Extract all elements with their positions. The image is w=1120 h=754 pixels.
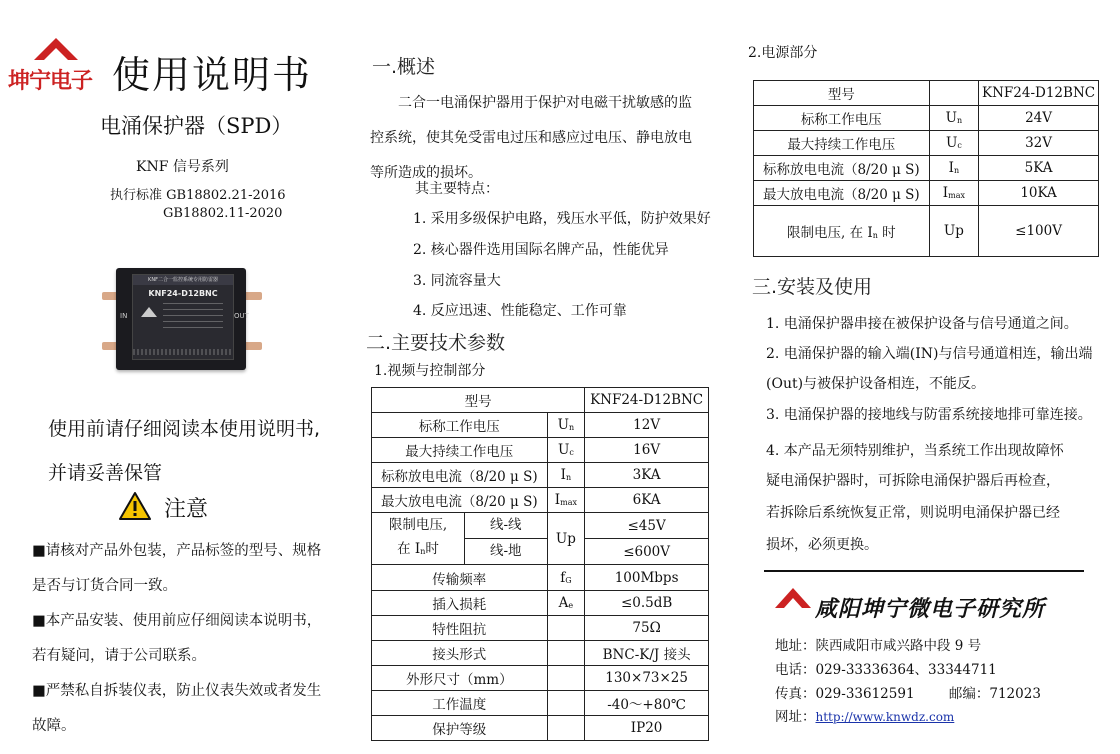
feature-item: 3. 同流容量大 xyxy=(413,273,501,289)
param-symbol: Up xyxy=(547,513,585,565)
table-row xyxy=(372,565,709,590)
limit-label-line-2: 在 $I_n$时 xyxy=(397,541,439,558)
section-specs-title: 二.主要技术参数 xyxy=(366,332,506,354)
param-value: -40～+80℃ xyxy=(585,690,709,715)
logo-text: 坤宁电子 xyxy=(8,69,93,94)
company-website: 网址：http://www.knwdz.com xyxy=(775,709,955,725)
table-header-model: KNF24-D12BNC xyxy=(585,388,709,413)
product-label-top: KNF二合一监控系统专用防雷器 xyxy=(133,275,233,285)
section-install-title: 三.安装及使用 xyxy=(752,276,873,298)
param-value: 5KA xyxy=(979,156,1099,181)
table-row xyxy=(372,590,709,615)
param-label: 最大持续工作电压 xyxy=(754,131,930,156)
param-symbol: $I_{max}$ xyxy=(547,488,585,513)
install-item: 2. 电涌保护器的输入端(IN)与信号通道相连，输出端(Out)与被保护设备相连，不能反。 xyxy=(766,346,1093,392)
section-overview-title: 一.概述 xyxy=(372,56,436,78)
param-label: 外形尺寸（mm） xyxy=(372,665,548,690)
param-value: 32V xyxy=(979,131,1099,156)
param-value: 6KA xyxy=(585,488,709,513)
company-logo xyxy=(8,38,104,96)
table-row xyxy=(372,463,709,488)
param-value: ≤600V xyxy=(585,539,709,565)
table-row xyxy=(754,206,1099,257)
warning-icon xyxy=(118,491,152,521)
video-control-subtitle: 1.视频与控制部分 xyxy=(374,363,486,379)
table-row xyxy=(754,181,1099,206)
param-label: 传输频率 xyxy=(372,565,548,590)
table-row xyxy=(754,156,1099,181)
param-symbol xyxy=(929,81,978,106)
param-label: 最大持续工作电压 xyxy=(372,438,548,463)
param-label: 标称工作电压 xyxy=(754,106,930,131)
table-row xyxy=(372,413,709,438)
param-value: ≤100V xyxy=(979,206,1099,257)
label-logo-icon xyxy=(141,307,157,317)
table-row xyxy=(372,640,709,665)
note-item: ■本产品安装、使用前应仔细阅读本说明书，若有疑问，请于公司联系。 xyxy=(32,613,322,664)
param-symbol: $f_G$ xyxy=(547,565,585,590)
standard-line-1: 执行标准 GB18802.21-2016 xyxy=(110,188,286,203)
table-row xyxy=(754,131,1099,156)
param-symbol: $U_n$ xyxy=(547,413,585,438)
power-spec-table xyxy=(753,80,1099,257)
param-symbol: $I_n$ xyxy=(929,156,978,181)
read-notice-line-2: 并请妥善保管 xyxy=(48,462,163,484)
limit-sub-label: 线-地 xyxy=(490,543,522,560)
overview-text: 二合一电涌保护器用于保护对电磁干扰敏感的监控系统，使其免受雷电过压和感应过电压、静电放电等所造成的损坏。 xyxy=(370,95,692,181)
param-label: 特性阻抗 xyxy=(372,615,548,640)
param-label: 最大放电电流（8/20 μ S) xyxy=(372,488,548,513)
install-item: 3. 电涌保护器的接地线与防雷系统接地排可靠连接。 xyxy=(766,407,1092,423)
note-item: ■请核对产品外包装，产品标签的型号、规格是否与订货合同一致。 xyxy=(32,543,322,594)
param-symbol: $I_n$ xyxy=(547,463,585,488)
company-address: 地址：陕西咸阳市咸兴路中段 9 号 xyxy=(775,638,982,654)
product-side-in: IN xyxy=(120,312,128,320)
video-control-spec-table xyxy=(371,387,709,741)
param-label: 插入损耗 xyxy=(372,590,548,615)
param-label: 接头形式 xyxy=(372,640,548,665)
feature-item: 1. 采用多级保护电路，残压水平低，防护效果好 xyxy=(413,211,711,227)
features-heading: 其主要特点： xyxy=(415,181,499,197)
param-value: 12V xyxy=(585,413,709,438)
param-value: 130×73×25 xyxy=(585,665,709,690)
param-label: 限制电压, 在 $I_n$ 时 xyxy=(754,206,930,257)
table-row xyxy=(372,513,709,539)
power-subtitle: 2.电源部分 xyxy=(748,45,818,61)
param-label: 标称工作电压 xyxy=(372,413,548,438)
param-value: IP20 xyxy=(585,716,709,741)
install-item: 1. 电涌保护器串接在被保护设备与信号通道之间。 xyxy=(766,316,1078,332)
install-item: 4. 本产品无须特别维护，当系统工作出现故障怀 xyxy=(766,443,1064,459)
param-symbol: Up xyxy=(929,206,978,257)
param-value: 24V xyxy=(979,106,1099,131)
param-value: 10KA xyxy=(979,181,1099,206)
table-header-label: 型号 xyxy=(754,81,930,106)
param-symbol xyxy=(547,716,585,741)
product-label-model: KNF24-D12BNC xyxy=(148,289,218,298)
table-header-model: KNF24-D12BNC xyxy=(979,81,1099,106)
param-symbol xyxy=(547,690,585,715)
param-value: 3KA xyxy=(585,463,709,488)
param-value: ≤45V xyxy=(585,513,709,539)
param-label: 保护等级 xyxy=(372,716,548,741)
param-symbol xyxy=(547,615,585,640)
param-symbol: $I_{max}$ xyxy=(929,181,978,206)
manual-title: 使用说明书 xyxy=(112,53,313,97)
table-row xyxy=(372,488,709,513)
param-symbol xyxy=(547,640,585,665)
feature-item: 4. 反应迅速、性能稳定、工作可靠 xyxy=(413,303,627,319)
product-side-out: OUT xyxy=(234,312,249,320)
param-value: 16V xyxy=(585,438,709,463)
param-symbol: $A_e$ xyxy=(547,590,585,615)
param-symbol: $U_c$ xyxy=(929,131,978,156)
table-row xyxy=(372,690,709,715)
limit-sub-label: 线-线 xyxy=(465,513,547,539)
param-symbol xyxy=(547,665,585,690)
param-label xyxy=(372,513,548,565)
param-symbol: $U_c$ xyxy=(547,438,585,463)
company-name: 咸阳坤宁微电子研究所 xyxy=(815,596,1046,622)
company-fax: 传真：029-33612591 邮编：712023 xyxy=(775,686,1041,702)
param-label: 最大放电电流（8/20 μ S) xyxy=(754,181,930,206)
param-symbol: $U_n$ xyxy=(929,106,978,131)
table-row xyxy=(372,665,709,690)
table-row xyxy=(372,615,709,640)
product-subtitle: 电涌保护器（SPD） xyxy=(100,114,293,138)
param-value: ≤0.5dB xyxy=(585,590,709,615)
read-notice-line-1: 使用前请仔细阅读本使用说明书, xyxy=(48,418,321,440)
limit-label-line-1: 限制电压, xyxy=(388,517,448,534)
param-value: 75Ω xyxy=(585,615,709,640)
table-row xyxy=(754,81,1099,106)
param-label: 标称放电电流（8/20 μ S) xyxy=(372,463,548,488)
warning-title: 注意 xyxy=(164,497,209,522)
website-link[interactable]: http://www.knwdz.com xyxy=(815,710,955,724)
divider xyxy=(764,570,1084,572)
product-photo xyxy=(102,262,262,380)
table-row xyxy=(372,716,709,741)
param-label: 标称放电电流（8/20 μ S) xyxy=(754,156,930,181)
table-row xyxy=(372,388,709,413)
product-series: KNF 信号系列 xyxy=(136,159,229,175)
table-row xyxy=(754,106,1099,131)
install-item: 损坏，必须更换。 xyxy=(766,537,878,553)
param-value: BNC-K/J 接头 xyxy=(585,640,709,665)
feature-item: 2. 核心器件选用国际名牌产品，性能优异 xyxy=(413,242,669,258)
install-item: 疑电涌保护器时，可拆除电涌保护器后再检查， xyxy=(766,473,1060,489)
install-item: 若拆除后系统恢复正常，则说明电涌保护器已经 xyxy=(766,505,1060,521)
table-header-label: 型号 xyxy=(372,388,585,413)
param-value: 100Mbps xyxy=(585,565,709,590)
note-item: ■严禁私自拆装仪表，防止仪表失效或者发生故障。 xyxy=(32,683,322,734)
standard-line-2: GB18802.11-2020 xyxy=(163,206,283,221)
param-label: 工作温度 xyxy=(372,690,548,715)
company-phone: 电话：029-33336364、33344711 xyxy=(775,662,997,678)
table-row xyxy=(372,438,709,463)
